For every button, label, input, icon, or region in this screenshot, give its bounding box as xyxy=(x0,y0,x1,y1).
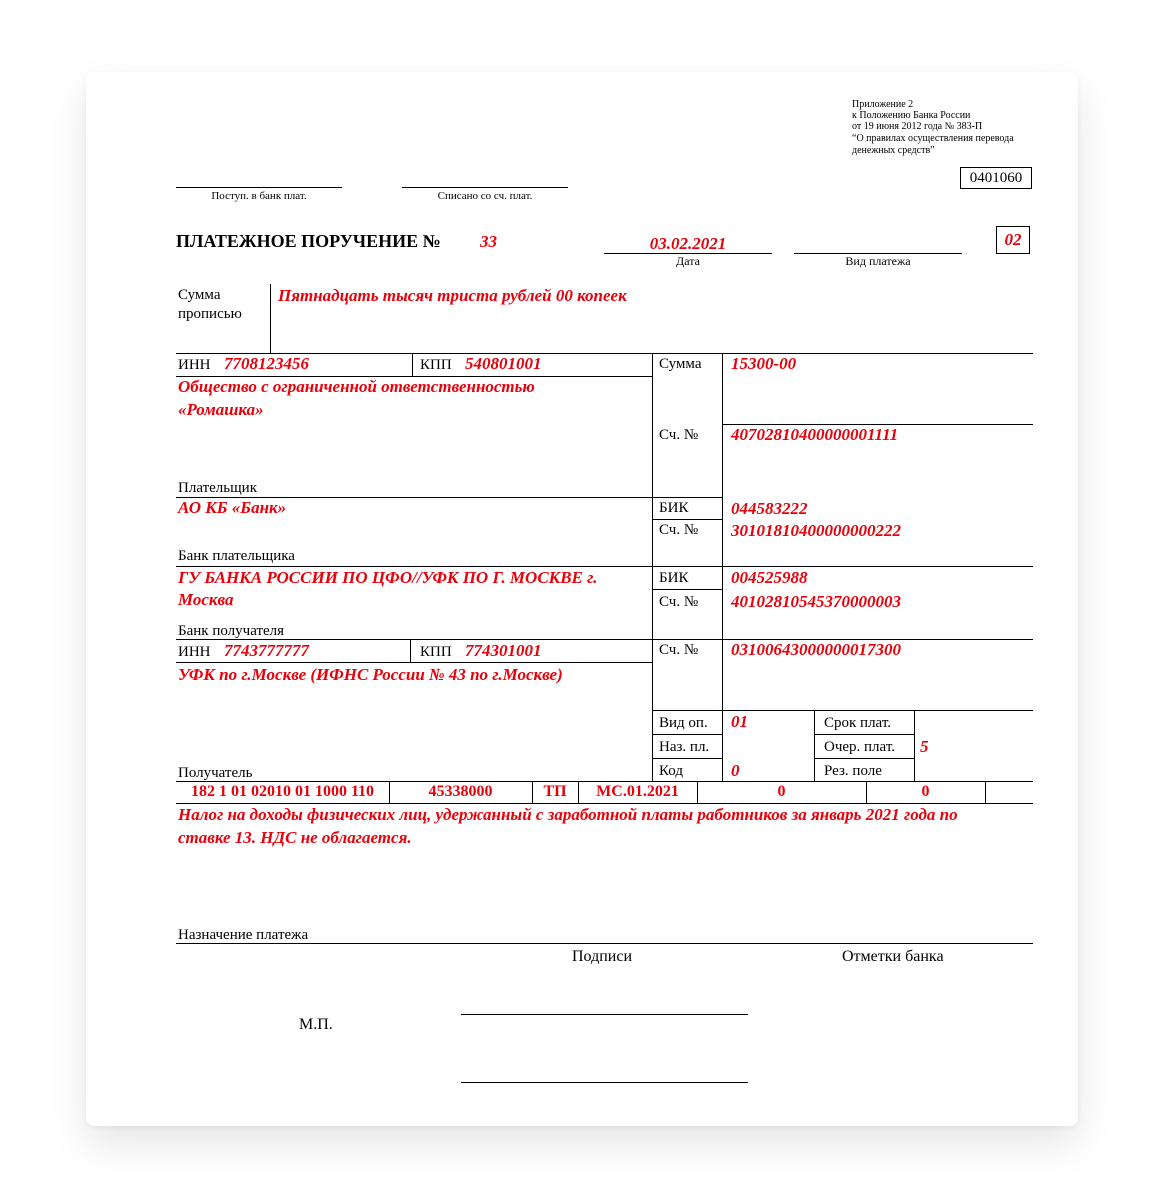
operation-right-divider xyxy=(914,710,915,781)
payee-bank-bik: 004525988 xyxy=(731,568,808,587)
col-line-left-labels xyxy=(652,353,653,781)
signature-line-2 xyxy=(461,1082,748,1083)
reserve-label: Рез. поле xyxy=(824,763,882,779)
payee-inn: 7743777777 xyxy=(224,641,309,660)
signature-line-1 xyxy=(461,1014,748,1015)
col-line-right-values xyxy=(722,353,723,781)
payee-bank-bik-line xyxy=(652,589,722,590)
tax-div-6 xyxy=(985,781,986,803)
payee-inn-label: ИНН xyxy=(178,644,211,660)
payment-type-label: Вид платежа xyxy=(845,254,911,268)
amount-value: 15300-00 xyxy=(731,354,797,373)
appendix-line-2: к Положению Банка России xyxy=(852,110,971,121)
payee-kpp: 774301001 xyxy=(465,641,542,660)
order-row-line xyxy=(814,758,914,759)
date-label: Дата xyxy=(676,254,700,268)
payee-bank-name-line-2: Москва xyxy=(178,590,234,609)
purpose-code-label: Наз. пл. xyxy=(659,739,710,755)
payee-kpp-label: КПП xyxy=(420,644,452,660)
payer-bank-bik-line xyxy=(652,519,722,520)
tax-basis: ТП xyxy=(543,783,567,800)
tax-kbk: 182 1 01 02010 01 1000 110 xyxy=(190,783,375,800)
operation-row-line-1 xyxy=(652,734,722,735)
payee-account: 03100643000000017300 xyxy=(731,640,901,659)
tax-oktmo: 45338000 xyxy=(428,783,493,800)
code-value: 0 xyxy=(731,761,740,780)
payer-account: 40702810400000001111 xyxy=(731,425,899,444)
appendix-line-1: Приложение 2 xyxy=(852,99,914,110)
payee-bank-name-line-1: ГУ БАНКА РОССИИ ПО ЦФО//УФК ПО Г. МОСКВЕ г. xyxy=(178,568,598,587)
payer-kpp: 540801001 xyxy=(465,354,542,373)
term-row-line xyxy=(814,734,914,735)
purpose-label: Назначение платежа xyxy=(178,927,309,943)
payee-inn-line xyxy=(176,662,652,663)
status-code: 02 xyxy=(1004,230,1022,249)
document-title: ПЛАТЕЖНОЕ ПОРУЧЕНИЕ № xyxy=(176,231,441,251)
payee-bank-account: 40102810545370000003 xyxy=(731,592,901,611)
term-label: Срок плат. xyxy=(824,715,892,731)
amount-words-divider xyxy=(270,284,271,354)
document-date: 03.02.2021 xyxy=(649,234,727,253)
payer-inn-label: ИНН xyxy=(178,357,211,373)
code-label: Код xyxy=(659,763,683,779)
operation-top-line xyxy=(652,710,1033,711)
appendix-line-4: “О правилах осуществления перевода xyxy=(852,133,1014,144)
amount-words-value: Пятнадцать тысяч триста рублей 00 копеек xyxy=(278,286,627,305)
amount-label: Сумма xyxy=(659,356,702,372)
tax-doc-number: 0 xyxy=(777,783,786,800)
purpose-bottom-line xyxy=(176,943,1033,944)
payee-bank-label: Банк получателя xyxy=(178,623,285,639)
stamp-label: М.П. xyxy=(299,1016,333,1033)
operation-middle-divider xyxy=(814,710,815,781)
payer-inn: 7708123456 xyxy=(224,354,309,373)
payer-label: Плательщик xyxy=(178,480,257,496)
order-value: 5 xyxy=(920,737,929,756)
payee-account-label: Сч. № xyxy=(659,642,699,658)
payer-kpp-label: КПП xyxy=(420,357,452,373)
payer-bank-label: Банк плательщика xyxy=(178,548,295,564)
amount-words-label-1: Сумма xyxy=(178,287,221,303)
payer-bank-account: 30101810400000000222 xyxy=(731,521,901,540)
amount-words-label-2: прописью xyxy=(178,306,242,322)
operation-type-value: 01 xyxy=(731,712,748,731)
payer-bank-bik: 044583222 xyxy=(731,499,808,518)
signatures-label: Подписи xyxy=(572,948,633,965)
appendix-line-3: от 19 июня 2012 года № 383-П xyxy=(852,121,983,132)
order-label: Очер. плат. xyxy=(824,739,895,755)
debited-label: Списано со сч. плат. xyxy=(437,190,533,202)
payer-bank-account-label: Сч. № xyxy=(659,522,699,538)
received-label: Поступ. в банк плат. xyxy=(211,190,307,202)
payer-account-label: Сч. № xyxy=(659,427,699,443)
document-number: 33 xyxy=(480,232,497,251)
debited-line xyxy=(402,187,568,188)
payee-bank-account-label: Сч. № xyxy=(659,594,699,610)
purpose-line-1: Налог на доходы физических лиц, удержанный с заработной платы работников за январь 2021 года по xyxy=(178,805,958,824)
tax-period: МС.01.2021 xyxy=(596,783,679,800)
operation-type-label: Вид оп. xyxy=(659,715,708,731)
operation-row-line-2 xyxy=(652,758,722,759)
payee-label: Получатель xyxy=(178,765,253,781)
payer-bank-bik-label: БИК xyxy=(659,500,689,516)
tax-doc-date: 0 xyxy=(921,783,930,800)
payee-bank-bik-label: БИК xyxy=(659,570,689,586)
payee-inn-kpp-divider xyxy=(410,639,411,662)
received-line xyxy=(176,187,342,188)
purpose-line-2: ставке 13. НДС не облагается. xyxy=(178,828,412,847)
form-code: 0401060 xyxy=(969,170,1023,186)
payee-name: УФК по г.Москве (ИФНС России № 43 по г.Москве) xyxy=(178,665,563,684)
appendix-line-5: денежных средств” xyxy=(852,145,935,156)
payer-bank-name: АО КБ «Банк» xyxy=(178,498,287,517)
payer-name-line-2: «Ромашка» xyxy=(178,400,264,419)
bank-marks-label: Отметки банка xyxy=(842,948,944,965)
payer-name-line-1: Общество с ограниченной ответственностью xyxy=(178,377,535,396)
payer-inn-kpp-divider xyxy=(412,353,413,376)
